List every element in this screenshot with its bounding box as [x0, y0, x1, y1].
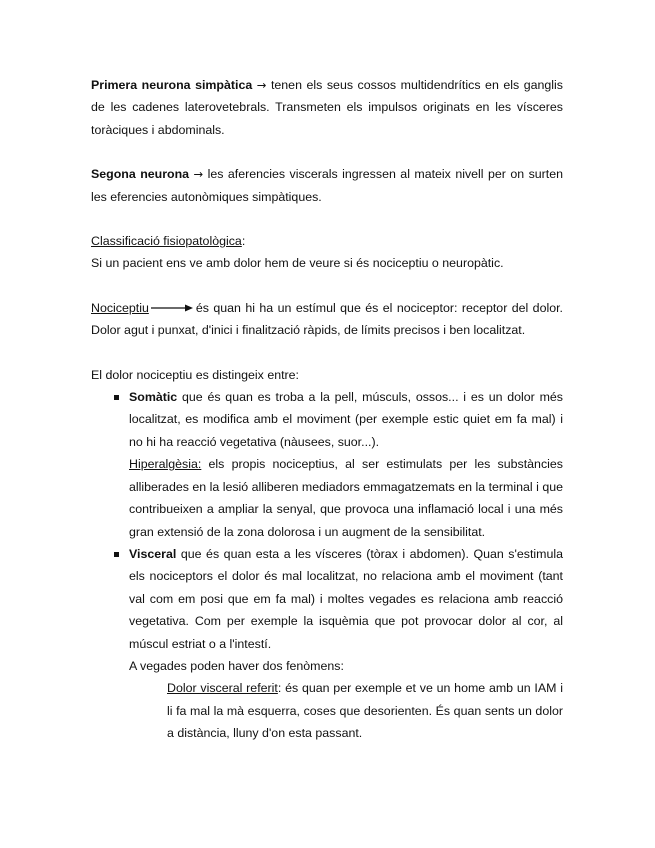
bullet-icon [114, 552, 119, 557]
heading-classificacio-text: Classificació fisiopatològica [91, 234, 242, 249]
paragraph-classificacio: Si un pacient ens ve amb dolor hem de veure si és nociceptiu o neuropàtic. [91, 256, 504, 271]
term-primera-neurona: Primera neurona simpàtica [91, 78, 253, 92]
nociceptive-types-list [91, 386, 563, 745]
arrow-icon: → [256, 78, 267, 92]
heading-classificacio [91, 230, 563, 252]
text-dolor-referit [167, 677, 563, 744]
text-segona-neurona: les aferencies viscerals ingressen al mateix nivell per on surten les eferencies autonòmiques simpàtiques. [91, 167, 563, 204]
desc-dolor-referit: : és quan per exemple et ve un home amb un IAM i li fa mal la mà esquerra, coses que desorienten. És quan sents un dolor a distància, lluny d'on esta passant. [167, 681, 563, 741]
text-nociceptiu: és quan hi ha un estímul que és el nociceptor: receptor del dolor. Dolor agut i punxat, d'inici i finalització ràpids, de límits precisos i ben localitzat. [91, 300, 563, 338]
long-arrow-icon [151, 303, 193, 313]
paragraph-nociceptiu [91, 297, 563, 342]
arrow-icon: → [193, 167, 204, 182]
text-fenomens: A vegades poden haver dos fenòmens: [129, 658, 344, 673]
term-visceral: Visceral [129, 546, 177, 561]
list-item-somatic [91, 386, 563, 543]
term-nociceptiu: Nociceptiu [91, 300, 149, 315]
desc-somatic: que és quan es troba a la pell, músculs, ossos... i es un dolor més localitzat, es modifica amb el moviment (per exemple estic quiet em fa mal) i no hi ha reacció vegetativa (nàusees, suor...). [129, 390, 563, 449]
term-somatic: Somàtic [129, 390, 178, 405]
desc-hiperalgesia: els propis nociceptius, al ser estimulats per les substàncies alliberades en la lesió alliberen mediadors emmagatzemats en la terminal i que contribueixen a ampliar la senyal, que provoca una inflamació local i una més gran extensió de la zona dolorosa i un augment de la sensibilitat. [129, 457, 563, 539]
text-primera-neurona: tenen els seus cossos multidendrítics en els ganglis de les cadenes laterovetebrals. Transmeten els impulsos originats en les vísceres toràciques i abdominals. [91, 78, 563, 137]
heading-colon: : [241, 234, 246, 249]
paragraph-distingeix: El dolor nociceptiu es distingeix entre: [91, 367, 300, 382]
paragraph-primera-neurona [91, 74, 563, 141]
text-hiperalgesia [129, 453, 563, 543]
list-item-visceral [91, 543, 563, 745]
document-page [91, 74, 563, 745]
term-hiperalgesia: Hiperalgèsia: [129, 457, 202, 472]
desc-visceral: que és quan esta a les vísceres (tòrax i abdomen). Quan s'estimula els nociceptors el dolor és mal localitzat, no relaciona amb el moviment (tant val com em posi que em fa mal) i moltes vegades es relaciona amb reacció vegetativa. Com per exemple la isquèmia que pot provocar dolor al cor, al múscul estriat o a l'intestí. [129, 546, 563, 651]
dolor-referit-block [129, 677, 563, 744]
text-somatic [129, 386, 563, 453]
text-visceral [129, 543, 563, 655]
paragraph-segona-neurona [91, 163, 563, 208]
term-dolor-referit: Dolor visceral referit [167, 681, 278, 696]
bullet-icon [114, 395, 119, 400]
term-segona-neurona: Segona neurona [91, 167, 190, 182]
